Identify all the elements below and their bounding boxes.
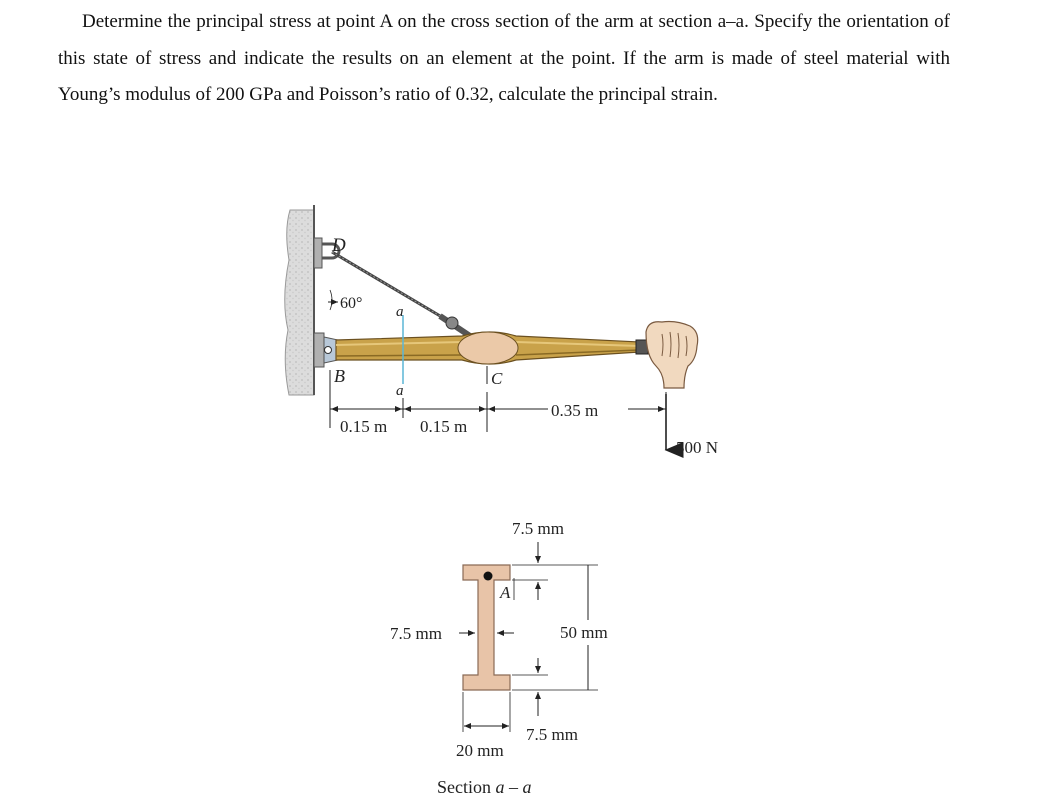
point-a [484, 572, 493, 581]
point-a-label: A [500, 583, 511, 602]
cross-section [390, 519, 622, 797]
width-dim: 20 mm [456, 741, 504, 760]
load-label: 500 N [676, 438, 719, 457]
arm-assembly [285, 205, 718, 457]
bracket-b [314, 333, 324, 367]
dim-0-35: 0.35 m [551, 401, 599, 420]
label-a-bottom: a [396, 383, 404, 399]
section-title-prefix: Section [437, 777, 496, 797]
top-flange-dim: 7.5 mm [512, 519, 564, 538]
label-b: B [334, 366, 345, 386]
bracket-d [314, 238, 322, 268]
label-c: C [491, 369, 503, 388]
label-a-top: a [396, 304, 404, 320]
height-dim: 50 mm [560, 623, 608, 642]
label-d: D [332, 235, 346, 256]
dim-0-15-right: 0.15 m [420, 417, 468, 436]
web-dim: 7.5 mm [390, 624, 442, 643]
hub-c [458, 332, 518, 364]
bottom-flange-dim: 7.5 mm [526, 725, 578, 744]
section-title-var: a – a [495, 777, 532, 797]
dim-0-15-left: 0.15 m [340, 417, 388, 436]
problem-statement: Determine the principal stress at point A on the cross section of the arm at section a–a. Specify the orientation of this state of stress and indicate the results on an element at the point. If the arm is made of steel material with Young’s modulus of 200 GPa and Poisson’s ratio of 0.32, calculate the principal strain. [58, 11, 950, 105]
hand [646, 322, 698, 389]
section-title [437, 777, 532, 797]
wall [285, 210, 314, 395]
angle-label: 60° [340, 295, 363, 312]
